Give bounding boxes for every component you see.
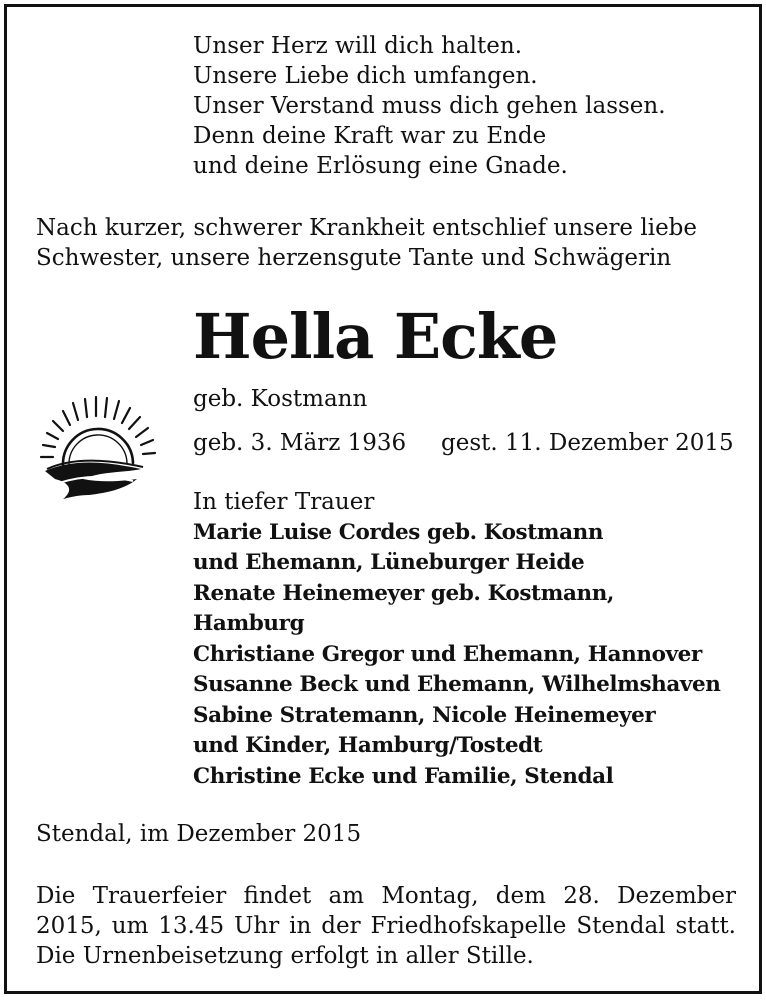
- mourner-line: Susanne Beck und Ehemann, Wilhelmshaven: [193, 672, 721, 697]
- poem-line: Unser Herz will dich halten.: [193, 33, 523, 59]
- intro-line: Nach kurzer, schwerer Krankheit entschlief unsere liebe: [36, 215, 698, 241]
- mourner-line: Sabine Stratemann, Nicole Heinemeyer: [193, 702, 656, 728]
- mourning-heading: In tiefer Trauer: [193, 489, 375, 515]
- birth-name: geb. Kostmann: [193, 386, 368, 412]
- poem: [193, 31, 666, 181]
- poem-line: Denn deine Kraft war zu Ende: [193, 123, 547, 149]
- birth-date: geb. 3. März 1936: [193, 430, 407, 456]
- funeral-line: 2015, um 13.45 Uhr in der Friedhofskapelle Stendal statt.: [36, 913, 736, 939]
- death-date: gest. 11. Dezember 2015: [441, 430, 734, 456]
- mourner-line: und Kinder, Hamburg/Tostedt: [193, 733, 543, 758]
- obituary-notice: [4, 4, 762, 994]
- mourners-list: [193, 518, 721, 793]
- poem-line: und deine Erlösung eine Gnade.: [193, 153, 568, 179]
- poem-line: Unsere Liebe dich umfangen.: [193, 63, 538, 89]
- funeral-info: [36, 881, 736, 971]
- mourning-section: [193, 487, 721, 792]
- intro-line: Schwester, unsere herzensgute Tante und Schwägerin: [36, 245, 672, 271]
- funeral-line: Die Trauerfeier findet am Montag, dem 28. Dezember: [36, 883, 736, 909]
- mourner-line: und Ehemann, Lüneburger Heide: [193, 550, 585, 575]
- intro-text: [36, 213, 697, 273]
- funeral-line: Die Urnenbeisetzung erfolgt in aller Stille.: [36, 943, 534, 969]
- place-date: Stendal, im Dezember 2015: [36, 821, 362, 847]
- life-dates: [193, 428, 734, 458]
- sunset-icon: [33, 387, 163, 505]
- poem-line: Unser Verstand muss dich gehen lassen.: [193, 93, 666, 119]
- mourner-line: Christiane Gregor und Ehemann, Hannover: [193, 641, 702, 667]
- mourner-line: Renate Heinemeyer geb. Kostmann,: [193, 580, 615, 606]
- mourner-line: Marie Luise Cordes geb. Kostmann: [193, 519, 604, 545]
- deceased-name: Hella Ecke: [193, 300, 558, 373]
- mourner-line: Christine Ecke und Familie, Stendal: [193, 763, 614, 789]
- mourner-line: Hamburg: [193, 611, 305, 636]
